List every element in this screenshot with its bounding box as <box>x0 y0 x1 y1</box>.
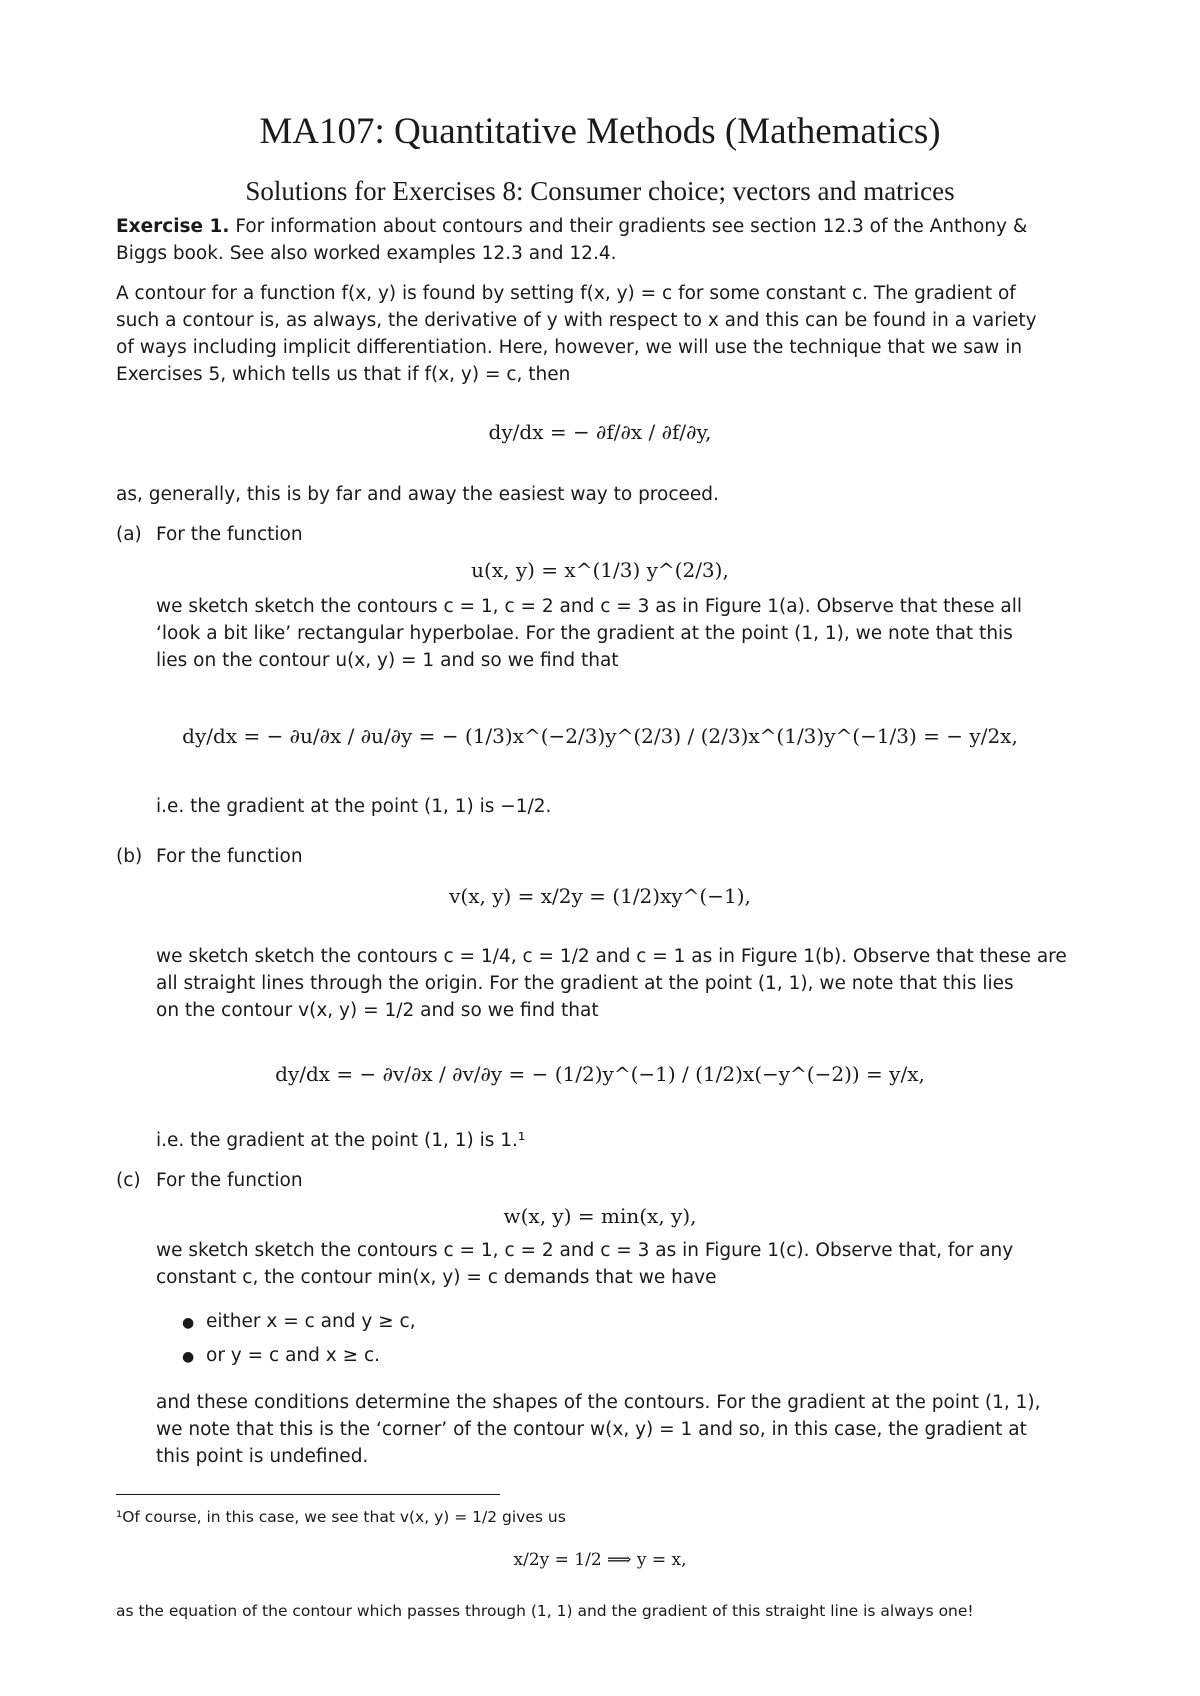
part-c-line: this point is undefined. <box>156 1446 369 1467</box>
part-a-line: lies on the contour u(x, y) = 1 and so we find that <box>156 650 619 671</box>
paragraph-line: as, generally, this is by far and away the easiest way to proceed. <box>116 484 719 505</box>
part-b-function: v(x, y) = x/2y = (1/2)xy^(−1), <box>449 884 751 908</box>
part-a-equation: dy/dx = − ∂u/∂x / ∂u/∂y = − (1/3)x^(−2/3)y^(2/3) / (2/3)x^(1/3)y^(−1/3) = − y/2x, <box>182 724 1018 748</box>
part-b-intro: For the function <box>156 846 303 867</box>
part-c-line: constant c, the contour min(x, y) = c demands that we have <box>156 1267 717 1288</box>
part-c-intro: For the function <box>156 1170 303 1191</box>
intro-line-2: Biggs book. See also worked examples 12.3 and 12.4. <box>116 243 617 264</box>
part-c-line: we sketch sketch the contours c = 1, c = 2 and c = 3 as in Figure 1(c). Observe that, for any <box>156 1240 1014 1261</box>
part-c-bullet-1: either x = c and y ≥ c, <box>206 1311 416 1332</box>
intro-line-1: For information about contours and their gradients see section 12.3 of the Anthony & <box>235 216 1028 237</box>
part-a-function: u(x, y) = x^(1/3) y^(2/3), <box>471 558 729 582</box>
part-c-line: we note that this is the ‘corner’ of the contour w(x, y) = 1 and so, in this case, the gradient at <box>156 1419 1027 1440</box>
footnote-rule <box>116 1494 500 1495</box>
paragraph-line: A contour for a function f(x, y) is found by setting f(x, y) = c for some constant c. The gradient of <box>116 283 1016 304</box>
paragraph-line: such a contour is, as always, the derivative of y with respect to x and this can be found in a variety <box>116 310 1037 331</box>
page-subtitle: Solutions for Exercises 8: Consumer choice; vectors and matrices <box>245 176 955 206</box>
part-b-label: (b) <box>116 846 143 867</box>
footnote-equation: x/2y = 1/2 ⟹ y = x, <box>513 1550 687 1570</box>
footnote-line-2: as the equation of the contour which passes through (1, 1) and the gradient of this straight line is always one! <box>116 1602 974 1620</box>
part-c-function: w(x, y) = min(x, y), <box>503 1204 697 1228</box>
exercise-intro-line <box>116 216 1027 237</box>
paragraph-line: of ways including implicit differentiation. Here, however, we will use the technique that we saw in <box>116 337 1023 358</box>
bullet-icon: ● <box>182 1315 195 1331</box>
part-c-line: and these conditions determine the shapes of the contours. For the gradient at the point (1, 1), <box>156 1392 1041 1413</box>
part-a-line: we sketch sketch the contours c = 1, c = 2 and c = 3 as in Figure 1(a). Observe that these all <box>156 596 1023 617</box>
footnote-line-1: ¹Of course, in this case, we see that v(x, y) = 1/2 gives us <box>116 1508 566 1526</box>
part-b-line: we sketch sketch the contours c = 1/4, c = 1/2 and c = 1 as in Figure 1(b). Observe that these are <box>156 946 1067 967</box>
paragraph-line: Exercises 5, which tells us that if f(x, y) = c, then <box>116 364 571 385</box>
part-b-line: all straight lines through the origin. For the gradient at the point (1, 1), we note that this lies <box>156 973 1014 994</box>
equation-main: dy/dx = − ∂f/∂x / ∂f/∂y, <box>488 420 712 444</box>
page-title: MA107: Quantitative Methods (Mathematics) <box>259 111 941 152</box>
exercise-label: Exercise 1. <box>116 216 230 237</box>
part-a-result: i.e. the gradient at the point (1, 1) is −1/2. <box>156 796 552 817</box>
bullet-icon: ● <box>182 1349 195 1365</box>
part-b-line: on the contour v(x, y) = 1/2 and so we find that <box>156 1000 599 1021</box>
part-b-result: i.e. the gradient at the point (1, 1) is 1.¹ <box>156 1130 526 1151</box>
part-c-bullet-2: or y = c and x ≥ c. <box>206 1345 381 1366</box>
part-a-line: ‘look a bit like’ rectangular hyperbolae. For the gradient at the point (1, 1), we note that this <box>156 623 1013 644</box>
part-a-label: (a) <box>116 524 142 545</box>
part-c-label: (c) <box>116 1170 141 1191</box>
part-a-intro: For the function <box>156 524 303 545</box>
part-b-equation: dy/dx = − ∂v/∂x / ∂v/∂y = − (1/2)y^(−1) / (1/2)x(−y^(−2)) = y/x, <box>275 1062 925 1086</box>
